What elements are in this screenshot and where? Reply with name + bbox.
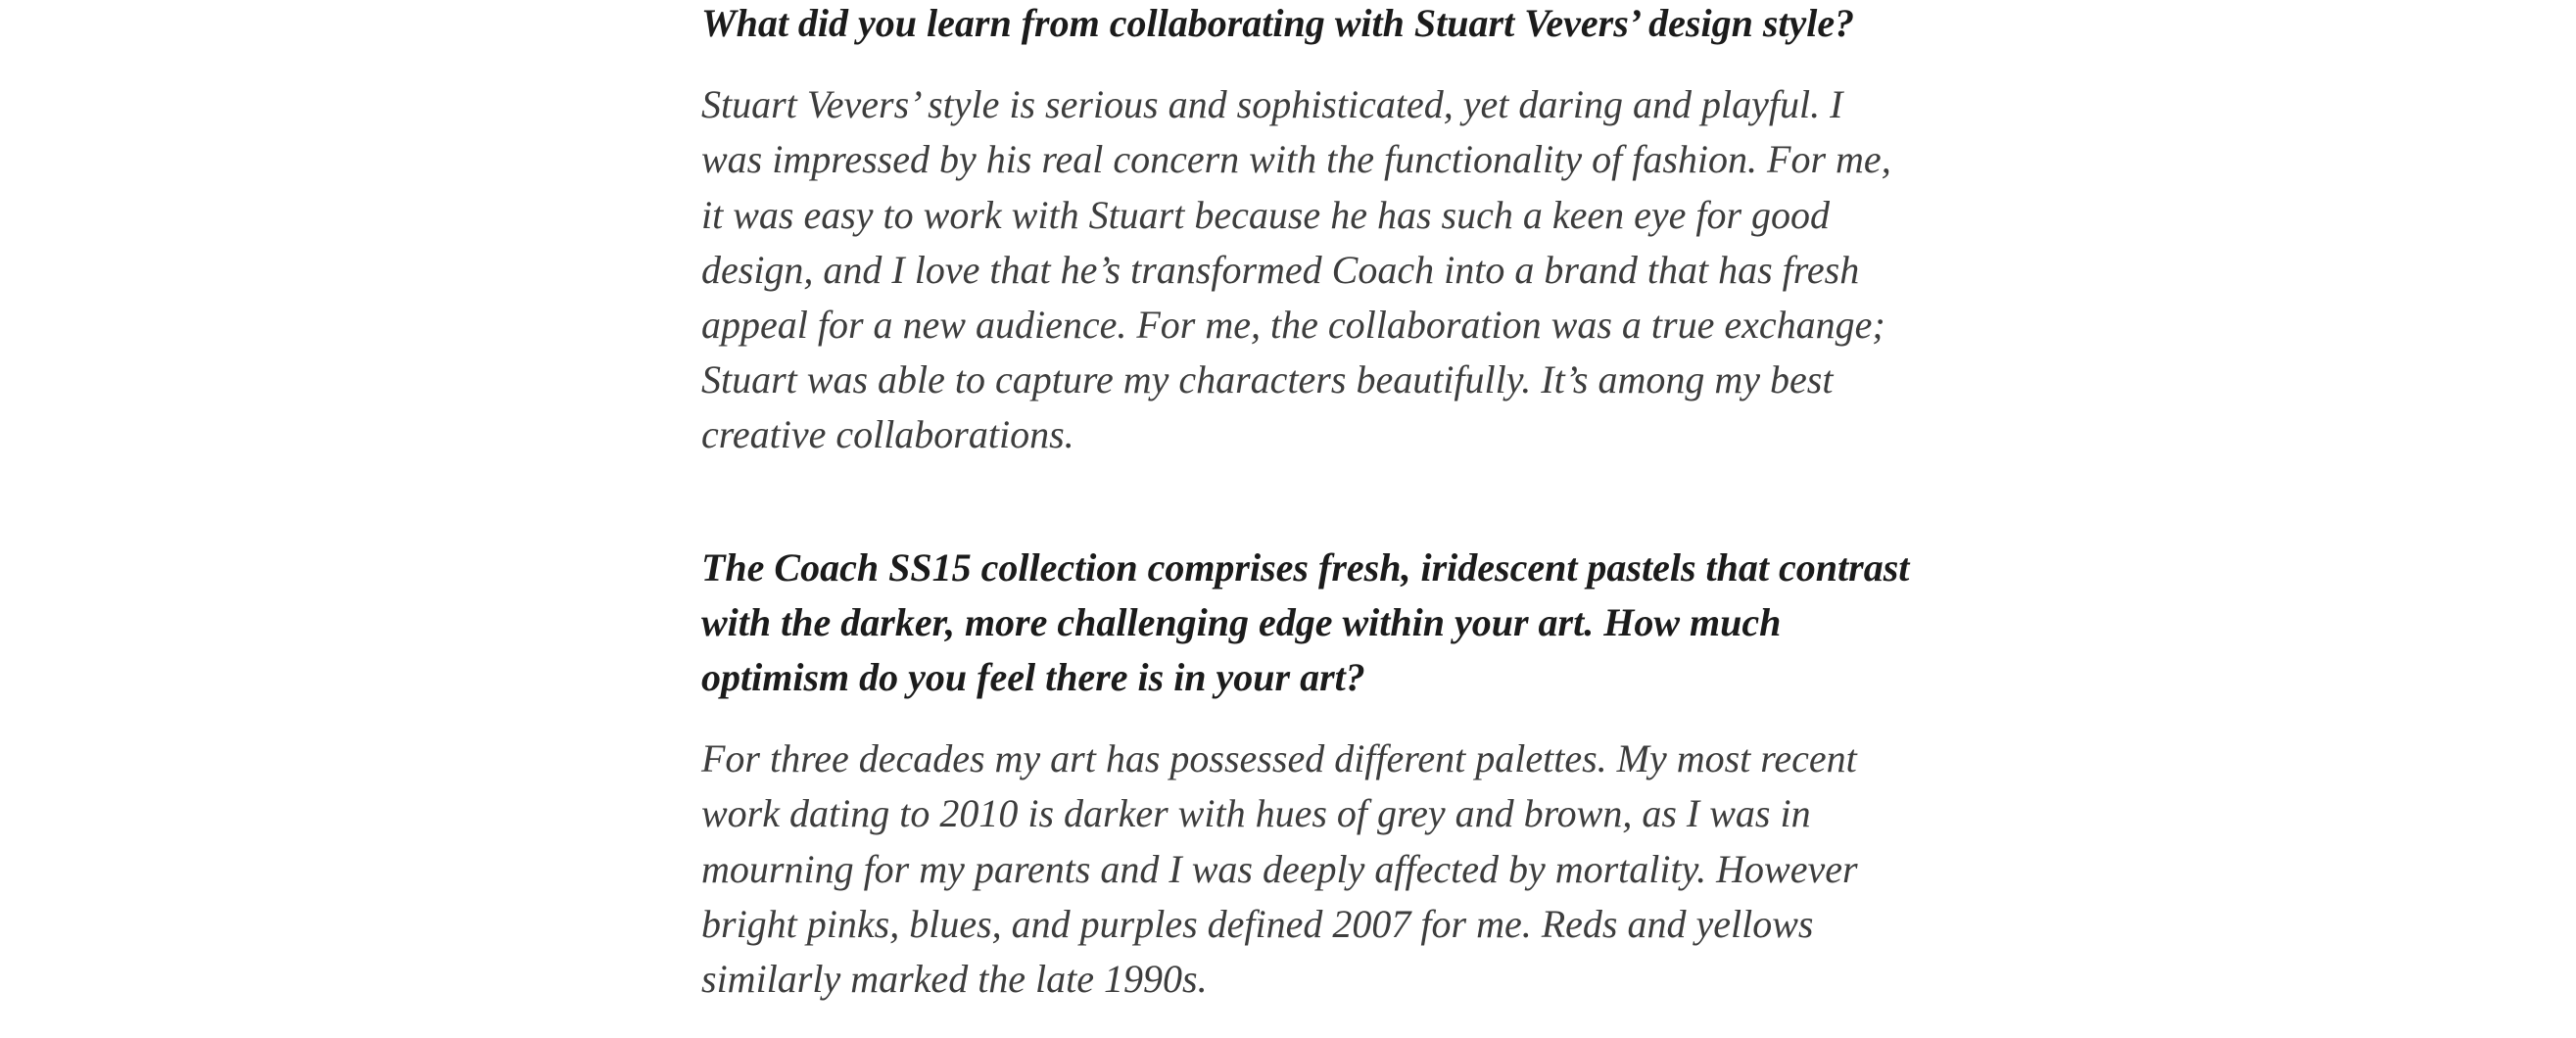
interview-answer: Stuart Vevers’ style is serious and sophisticated, yet daring and playful. I was impressed by his real concern with the functionality of fashion. For me, it was easy to work with Stuart because he has such a keen eye for good design, and I love that he’s transformed Coach into a brand that has fresh appeal for a new audience. For me, the collaboration was a true exchange; Stuart was able to capture my characters beautifully. It’s among my best creative collaborations. (701, 82, 1891, 457)
interview-answer: For three decades my art has possessed different palettes. My most recent work dating to 2010 is darker with hues of grey and brown, as I was in mourning for my parents and I was deeply affected by mortality. However bright pinks, blues, and purples defined 2007 for me. Reds and yellows similarly marked the late 1990s. (701, 736, 1858, 1002)
qa-block-coach-ss15 (701, 541, 1911, 1008)
interview-question: The Coach SS15 collection comprises fresh, iridescent pastels that contrast with the darker, more challenging edge within your art. How much optimism do you feel there is in your art? (701, 544, 1910, 700)
interview-article (701, 0, 1911, 1007)
interview-question: What did you learn from collaborating with Stuart Vevers’ design style? (701, 1, 1855, 45)
qa-block-stuart-vevers (701, 0, 1911, 463)
